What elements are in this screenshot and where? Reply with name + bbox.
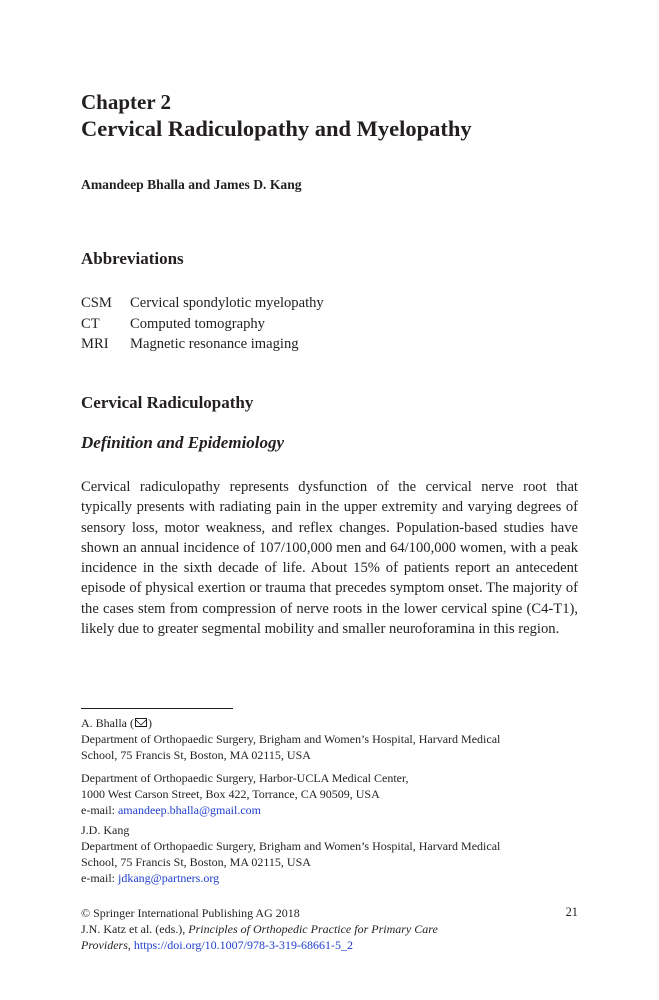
author-1-name-close: ): [148, 716, 152, 730]
abbreviation-item: [81, 314, 324, 335]
envelope-icon: [135, 718, 147, 727]
email-line-1: [81, 802, 578, 818]
author-1-name: A. Bhalla (: [81, 716, 134, 730]
abbreviation-definition: Computed tomography: [130, 315, 265, 332]
abbreviation-term: CSM: [81, 295, 112, 311]
chapter-label: Chapter 2: [81, 90, 172, 114]
copyright-block: [81, 905, 578, 953]
citation-line-1: [81, 921, 578, 937]
footnote-author-1: [81, 715, 578, 763]
affiliation-3-line-1: Department of Orthopaedic Surgery, Brigham and Women’s Hospital, Harvard Medical: [81, 839, 501, 853]
abbreviation-item: [81, 293, 324, 314]
email-link-1[interactable]: amandeep.bhalla@gmail.com: [117, 803, 261, 817]
footnote-author-2: [81, 822, 578, 886]
email-link-2[interactable]: jdkang@partners.org: [117, 871, 220, 885]
book-title-part-1: Principles of Orthopedic Practice for Primary Care: [188, 922, 438, 936]
doi-link[interactable]: https://doi.org/10.1007/978-3-319-68661-5_2: [133, 938, 353, 952]
affiliation-3-line-2: School, 75 Francis St, Boston, MA 02115, USA: [81, 855, 311, 869]
abbreviations-list: [81, 293, 324, 355]
page-number: 21: [565, 905, 578, 919]
affiliation-2-line-2: 1000 West Carson Street, Box 422, Torrance, CA 90509, USA: [81, 787, 380, 801]
subsection-heading: Definition and Epidemiology: [81, 433, 285, 452]
affiliation-1-line-2: School, 75 Francis St, Boston, MA 02115, USA: [81, 748, 311, 762]
footnote-affiliation-2: [81, 770, 578, 818]
abbreviation-term: MRI: [81, 336, 109, 352]
abbreviations-heading: Abbreviations: [81, 249, 184, 268]
author-1-line: [81, 715, 578, 731]
citation-line-2: [81, 937, 578, 953]
copyright-line: © Springer International Publishing AG 2018: [81, 906, 300, 920]
footnote-divider: [81, 708, 233, 709]
chapter-title: Cervical Radiculopathy and Myelopathy: [81, 116, 472, 141]
citation-separator: ,: [127, 938, 134, 952]
email-label: e-mail:: [81, 803, 118, 817]
section-heading: Cervical Radiculopathy: [81, 393, 254, 412]
abbreviation-item: [81, 334, 324, 355]
affiliation-2-line-1: Department of Orthopaedic Surgery, Harbor-UCLA Medical Center,: [81, 771, 409, 785]
abbreviation-definition: Cervical spondylotic myelopathy: [130, 295, 324, 311]
abbreviation-term: CT: [81, 315, 100, 332]
email-line-2: [81, 870, 578, 886]
email-label: e-mail:: [81, 871, 118, 885]
book-title-part-2: Providers: [81, 938, 128, 952]
abbreviation-definition: Magnetic resonance imaging: [130, 336, 299, 352]
body-paragraph: Cervical radiculopathy represents dysfunction of the cervical nerve root that typically presents with radiating pain in the upper extremity and varying degrees of sensory loss, motor weakness, and reflex changes. Population-based studies have shown an annual incidence of 107/100,000 men and 64/100,000 women, with a peak incidence in the sixth decade of life. About 15% of patients report an antecedent episode of physical exertion or trauma that precedes symptom onset. The majority of the cases stem from compression of nerve roots in the lower cervical spine (C4-T1), likely due to greater segmental mobility and smaller neuroforamina in this region.: [81, 479, 578, 638]
author-2-name: J.D. Kang: [81, 823, 130, 837]
chapter-authors: Amandeep Bhalla and James D. Kang: [81, 177, 302, 192]
affiliation-1-line-1: Department of Orthopaedic Surgery, Brigham and Women’s Hospital, Harvard Medical: [81, 732, 501, 746]
citation-editors: J.N. Katz et al. (eds.),: [81, 922, 189, 936]
